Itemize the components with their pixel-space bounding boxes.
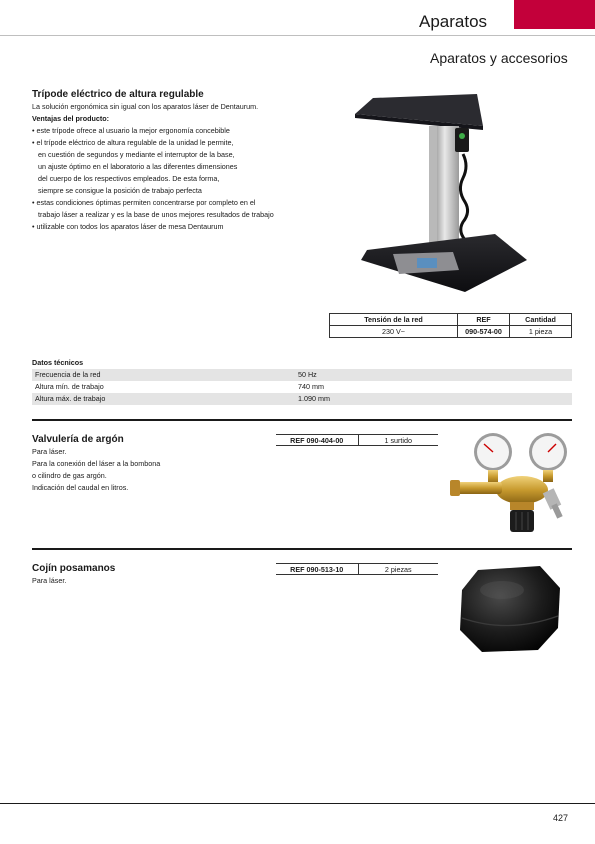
tripod-line: • este trípode ofrece al usuario la mejor ergonomía concebible (32, 126, 230, 135)
section-divider (32, 548, 572, 550)
tripod-spec-table (329, 313, 572, 338)
tripod-line: en cuestión de segundos y mediante el interruptor de la base, (38, 150, 235, 159)
header-divider (0, 35, 595, 36)
argon-line: Para láser. (32, 447, 67, 456)
tech-data-table (32, 369, 572, 405)
page-section-title: Aparatos (419, 12, 488, 31)
argon-title: Valvulería de argón (32, 434, 124, 445)
col-voltage: Tensión de la red (330, 314, 458, 326)
tech-row (32, 393, 572, 405)
tech-row (32, 381, 572, 393)
section-divider (32, 419, 572, 421)
argon-line: Para la conexión del láser a la bombona (32, 459, 161, 468)
cushion-title: Cojín posamanos (32, 563, 116, 574)
tech-row (32, 369, 572, 381)
section-color-bar (514, 0, 595, 29)
tripod-description (32, 101, 332, 233)
cushion-description (32, 575, 212, 587)
cushion-ref-table (276, 563, 438, 575)
argon-line: Indicación del caudal en litros. (32, 483, 129, 492)
tech-value: 740 mm (298, 382, 324, 391)
page-subtitle: Aparatos y accesorios (430, 50, 568, 66)
col-quantity: Cantidad (510, 314, 572, 326)
argon-ref-table (276, 434, 438, 446)
cushion-line: Para láser. (32, 576, 67, 585)
argon-ref: REF 090-404-00 (276, 435, 358, 446)
col-ref: REF (458, 314, 510, 326)
tripod-line: • estas condiciones óptimas permiten concentrarse por completo en el (32, 198, 256, 207)
tech-label: Altura máx. de trabajo (35, 394, 106, 403)
tech-value: 50 Hz (298, 370, 317, 379)
tripod-line: siempre se consigue la posición de trabajo perfecta (38, 186, 202, 195)
page-number: 427 (553, 813, 569, 823)
cell-quantity: 1 pieza (510, 326, 572, 338)
tech-label: Frecuencia de la red (35, 370, 101, 379)
tripod-line: • el trípode eléctrico de altura regulable de la unidad le permite, (32, 138, 234, 147)
tripod-line: un ajuste óptimo en el laboratorio a las diferentes dimensiones (38, 162, 238, 171)
argon-regulator-image (448, 430, 573, 535)
tripod-line: trabajo láser a realizar y es la base de unos mejores resultados de trabajo (38, 210, 274, 219)
argon-description (32, 446, 212, 494)
tech-label: Altura mín. de trabajo (35, 382, 104, 391)
cushion-ref: REF 090-513-10 (276, 564, 358, 575)
tripod-line: del cuerpo de los respectivos empleados. De esta forma, (38, 174, 220, 183)
cell-ref: 090-574-00 (458, 326, 510, 338)
argon-line: o cilindro de gas argón. (32, 471, 107, 480)
cushion-qty: 2 piezas (358, 564, 438, 575)
tech-data-title: Datos técnicos (32, 358, 84, 367)
footer-divider (0, 803, 595, 804)
argon-qty: 1 surtido (358, 435, 438, 446)
cell-voltage: 230 V~ (330, 326, 458, 338)
tripod-advantages-label: Ventajas del producto: (32, 114, 110, 123)
tripod-image (355, 92, 535, 297)
tripod-title: Trípode eléctrico de altura regulable (32, 89, 204, 100)
tech-value: 1.090 mm (298, 394, 330, 403)
tripod-intro: La solución ergonómica sin igual con los aparatos láser de Dentaurum. (32, 102, 259, 111)
hand-rest-cushion-image (458, 562, 563, 654)
tripod-line: • utilizable con todos los aparatos láser de mesa Dentaurum (32, 222, 224, 231)
